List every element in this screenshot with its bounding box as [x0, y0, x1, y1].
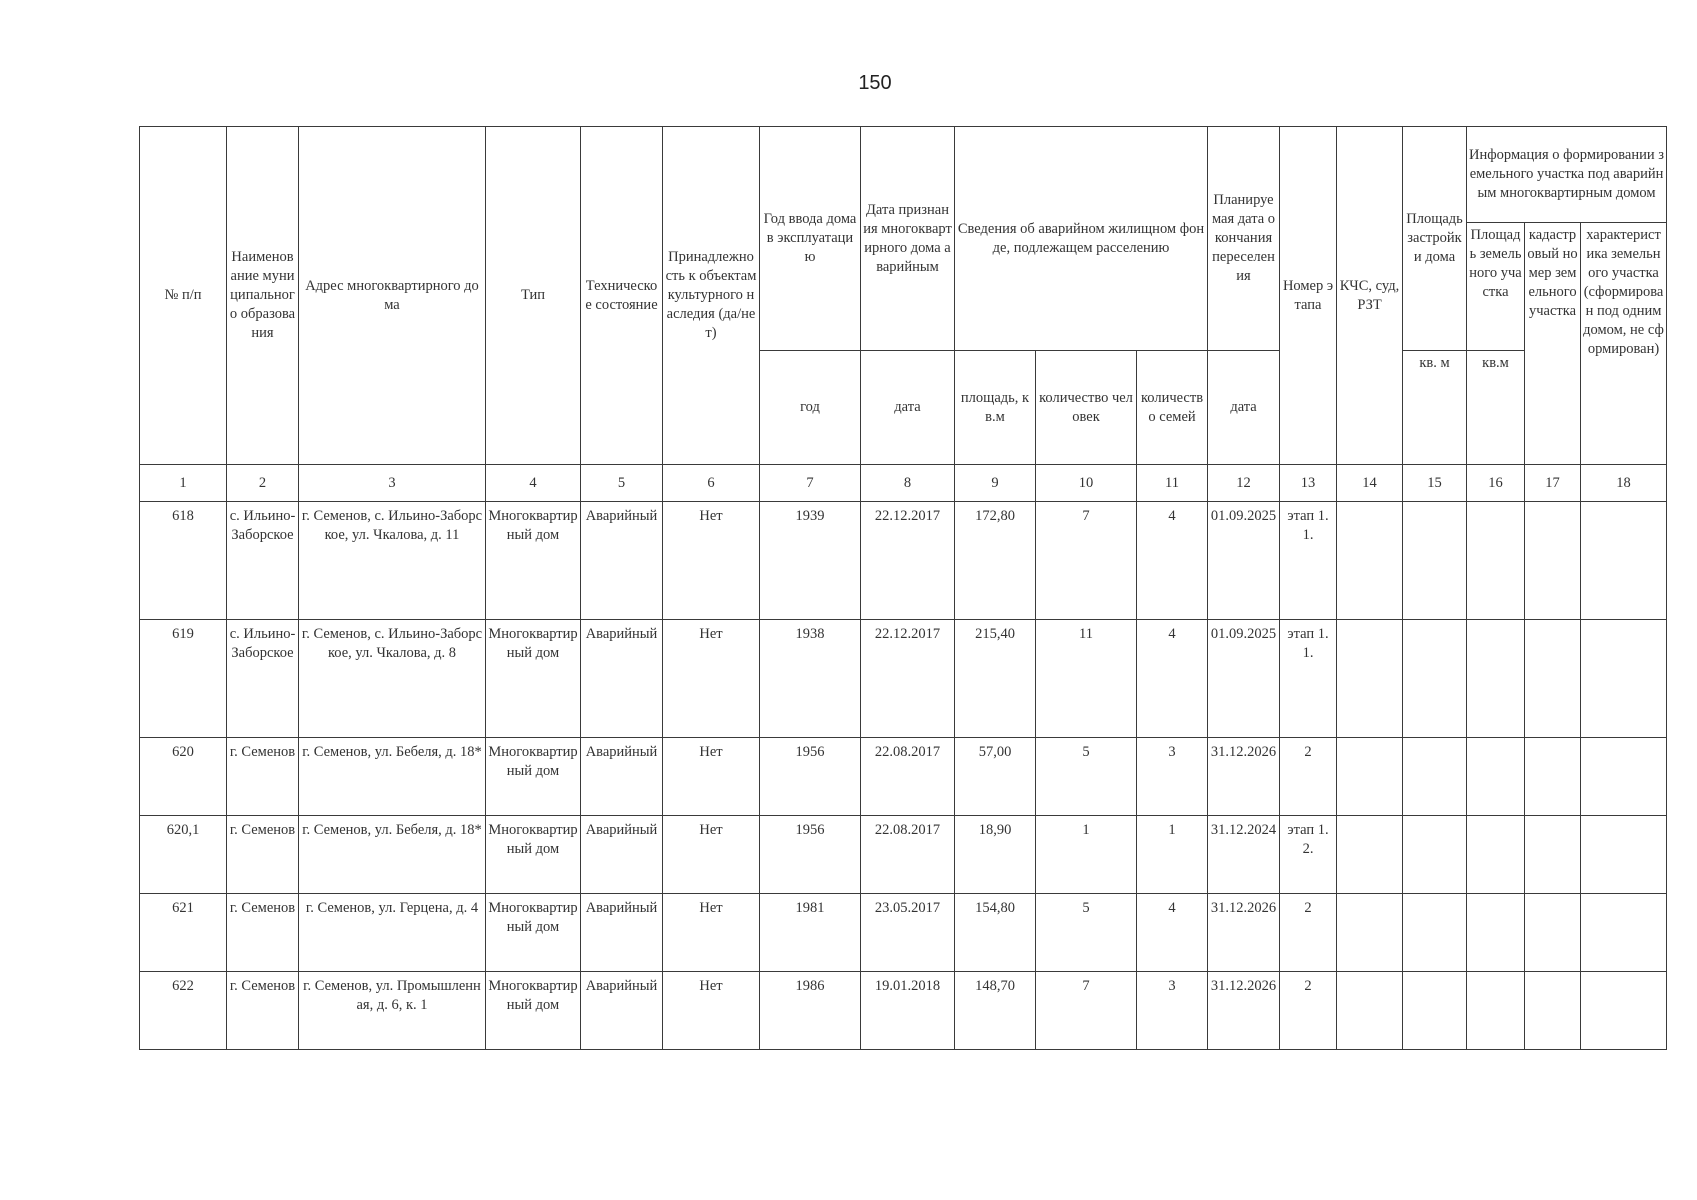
column-number: 18	[1581, 465, 1667, 502]
page-number: 150	[858, 72, 892, 94]
cell-empty	[1337, 620, 1403, 738]
cell-empty	[1525, 972, 1581, 1050]
cell-end-date: 31.12.2026	[1208, 894, 1280, 972]
cell-families: 3	[1137, 738, 1208, 816]
header-cadastral-number: кадастровый номер земельного участка	[1525, 223, 1581, 465]
cell-families: 4	[1137, 620, 1208, 738]
cell-families: 3	[1137, 972, 1208, 1050]
cell-empty	[1403, 738, 1467, 816]
cell-stage: 2	[1280, 972, 1337, 1050]
cell-date: 22.08.2017	[861, 738, 955, 816]
cell-type: Многоквартирный дом	[486, 894, 581, 972]
cell-condition: Аварийный	[581, 502, 663, 620]
cell-empty	[1467, 972, 1525, 1050]
header-plot-area: Площадь земельного участка	[1467, 223, 1525, 351]
column-number-row	[140, 465, 1667, 502]
header-num: № п/п	[140, 127, 227, 465]
cell-empty	[1337, 894, 1403, 972]
header-type: Тип	[486, 127, 581, 465]
column-number: 13	[1280, 465, 1337, 502]
table-row	[140, 816, 1667, 894]
cell-empty	[1525, 620, 1581, 738]
cell-empty	[1467, 816, 1525, 894]
column-number: 4	[486, 465, 581, 502]
cell-area: 18,90	[955, 816, 1036, 894]
header-land-plot-group: Информация о формировании земельного участка под аварийным многоквартирным домом	[1467, 127, 1667, 223]
header-end-date: Планируемая дата окончания переселения	[1208, 127, 1280, 351]
cell-end-date: 01.09.2025	[1208, 620, 1280, 738]
cell-date: 23.05.2017	[861, 894, 955, 972]
cell-type: Многоквартирный дом	[486, 972, 581, 1050]
cell-people: 5	[1036, 738, 1137, 816]
cell-families: 4	[1137, 502, 1208, 620]
cell-year: 1956	[760, 816, 861, 894]
header-condition: Техническое состояние	[581, 127, 663, 465]
header-build-area: Площадь застройки дома	[1403, 127, 1467, 351]
column-number: 8	[861, 465, 955, 502]
cell-address: г. Семенов, ул. Бебеля, д. 18*	[299, 738, 486, 816]
unit-end-date: дата	[1208, 351, 1280, 465]
cell-empty	[1525, 738, 1581, 816]
cell-empty	[1467, 502, 1525, 620]
cell-empty	[1467, 894, 1525, 972]
cell-people: 11	[1036, 620, 1137, 738]
header-emergency-fund-group: Сведения об аварийном жилищном фонде, подлежащем расселению	[955, 127, 1208, 351]
cell-people: 1	[1036, 816, 1137, 894]
cell-num: 619	[140, 620, 227, 738]
cell-municipality: г. Семенов	[227, 894, 299, 972]
cell-heritage: Нет	[663, 502, 760, 620]
cell-empty	[1525, 502, 1581, 620]
column-number: 14	[1337, 465, 1403, 502]
cell-empty	[1337, 738, 1403, 816]
table-row	[140, 738, 1667, 816]
cell-num: 620,1	[140, 816, 227, 894]
cell-end-date: 01.09.2025	[1208, 502, 1280, 620]
cell-empty	[1525, 894, 1581, 972]
cell-address: г. Семенов, ул. Герцена, д. 4	[299, 894, 486, 972]
cell-condition: Аварийный	[581, 972, 663, 1050]
table-row	[140, 620, 1667, 738]
cell-date: 22.12.2017	[861, 502, 955, 620]
table-row	[140, 894, 1667, 972]
cell-municipality: с. Ильино-Заборское	[227, 502, 299, 620]
cell-year: 1981	[760, 894, 861, 972]
cell-num: 620	[140, 738, 227, 816]
cell-end-date: 31.12.2024	[1208, 816, 1280, 894]
cell-year: 1939	[760, 502, 861, 620]
cell-area: 154,80	[955, 894, 1036, 972]
cell-area: 57,00	[955, 738, 1036, 816]
cell-end-date: 31.12.2026	[1208, 972, 1280, 1050]
cell-date: 22.12.2017	[861, 620, 955, 738]
cell-year: 1986	[760, 972, 861, 1050]
header-kchs: КЧС, суд, РЗТ	[1337, 127, 1403, 465]
cell-address: г. Семенов, ул. Бебеля, д. 18*	[299, 816, 486, 894]
unit-area: площадь, кв.м	[955, 351, 1036, 465]
cell-empty	[1403, 620, 1467, 738]
cell-year: 1938	[760, 620, 861, 738]
cell-empty	[1467, 738, 1525, 816]
cell-municipality: г. Семенов	[227, 738, 299, 816]
cell-people: 5	[1036, 894, 1137, 972]
header-municipality: Наименование муниципального образования	[227, 127, 299, 465]
emergency-housing-table	[139, 126, 1667, 1050]
cell-date: 22.08.2017	[861, 816, 955, 894]
cell-empty	[1581, 972, 1667, 1050]
header-year: Год ввода дома в эксплуатацию	[760, 127, 861, 351]
cell-address: г. Семенов, с. Ильино-Заборское, ул. Чкалова, д. 11	[299, 502, 486, 620]
column-number: 3	[299, 465, 486, 502]
cell-municipality: г. Семенов	[227, 972, 299, 1050]
column-number: 9	[955, 465, 1036, 502]
column-number: 12	[1208, 465, 1280, 502]
column-number: 5	[581, 465, 663, 502]
cell-empty	[1581, 894, 1667, 972]
cell-num: 622	[140, 972, 227, 1050]
cell-date: 19.01.2018	[861, 972, 955, 1050]
unit-year: год	[760, 351, 861, 465]
cell-num: 618	[140, 502, 227, 620]
cell-end-date: 31.12.2026	[1208, 738, 1280, 816]
cell-stage: этап 1.2.	[1280, 816, 1337, 894]
cell-address: г. Семенов, с. Ильино-Заборское, ул. Чкалова, д. 8	[299, 620, 486, 738]
cell-empty	[1337, 972, 1403, 1050]
cell-empty	[1581, 738, 1667, 816]
cell-type: Многоквартирный дом	[486, 738, 581, 816]
cell-stage: этап 1.1.	[1280, 502, 1337, 620]
cell-families: 1	[1137, 816, 1208, 894]
cell-empty	[1581, 816, 1667, 894]
unit-families: количество семей	[1137, 351, 1208, 465]
column-number: 17	[1525, 465, 1581, 502]
cell-municipality: г. Семенов	[227, 816, 299, 894]
cell-empty	[1337, 502, 1403, 620]
header-heritage: Принадлежность к объектам культурного наследия (да/нет)	[663, 127, 760, 465]
table-row	[140, 972, 1667, 1050]
header-plot-characteristic: характеристика земельного участка (сформирован под одним домом, не сформирован)	[1581, 223, 1667, 465]
cell-stage: 2	[1280, 738, 1337, 816]
cell-municipality: с. Ильино-Заборское	[227, 620, 299, 738]
header-recognition-date: Дата признания многоквартирного дома аварийным	[861, 127, 955, 351]
cell-type: Многоквартирный дом	[486, 816, 581, 894]
cell-num: 621	[140, 894, 227, 972]
column-number: 1	[140, 465, 227, 502]
cell-families: 4	[1137, 894, 1208, 972]
cell-stage: 2	[1280, 894, 1337, 972]
table-row	[140, 502, 1667, 620]
cell-area: 215,40	[955, 620, 1036, 738]
cell-heritage: Нет	[663, 972, 760, 1050]
cell-heritage: Нет	[663, 620, 760, 738]
cell-heritage: Нет	[663, 738, 760, 816]
cell-condition: Аварийный	[581, 816, 663, 894]
header-stage: Номер этапа	[1280, 127, 1337, 465]
column-number: 6	[663, 465, 760, 502]
cell-empty	[1525, 816, 1581, 894]
cell-heritage: Нет	[663, 894, 760, 972]
unit-plot-area: кв.м	[1467, 351, 1525, 465]
cell-condition: Аварийный	[581, 894, 663, 972]
cell-year: 1956	[760, 738, 861, 816]
cell-empty	[1337, 816, 1403, 894]
cell-type: Многоквартирный дом	[486, 502, 581, 620]
column-number: 10	[1036, 465, 1137, 502]
column-number: 16	[1467, 465, 1525, 502]
cell-empty	[1581, 502, 1667, 620]
cell-empty	[1581, 620, 1667, 738]
cell-area: 148,70	[955, 972, 1036, 1050]
column-number: 15	[1403, 465, 1467, 502]
cell-empty	[1403, 972, 1467, 1050]
unit-date: дата	[861, 351, 955, 465]
column-number: 7	[760, 465, 861, 502]
cell-address: г. Семенов, ул. Промышленная, д. 6, к. 1	[299, 972, 486, 1050]
cell-condition: Аварийный	[581, 738, 663, 816]
cell-empty	[1403, 894, 1467, 972]
cell-condition: Аварийный	[581, 620, 663, 738]
cell-people: 7	[1036, 972, 1137, 1050]
cell-people: 7	[1036, 502, 1137, 620]
column-number: 11	[1137, 465, 1208, 502]
header-address: Адрес многоквартирного дома	[299, 127, 486, 465]
cell-empty	[1467, 620, 1525, 738]
cell-empty	[1403, 502, 1467, 620]
cell-empty	[1403, 816, 1467, 894]
cell-stage: этап 1.1.	[1280, 620, 1337, 738]
cell-area: 172,80	[955, 502, 1036, 620]
column-number: 2	[227, 465, 299, 502]
unit-people: количество человек	[1036, 351, 1137, 465]
cell-type: Многоквартирный дом	[486, 620, 581, 738]
unit-build-area: кв. м	[1403, 351, 1467, 465]
cell-heritage: Нет	[663, 816, 760, 894]
